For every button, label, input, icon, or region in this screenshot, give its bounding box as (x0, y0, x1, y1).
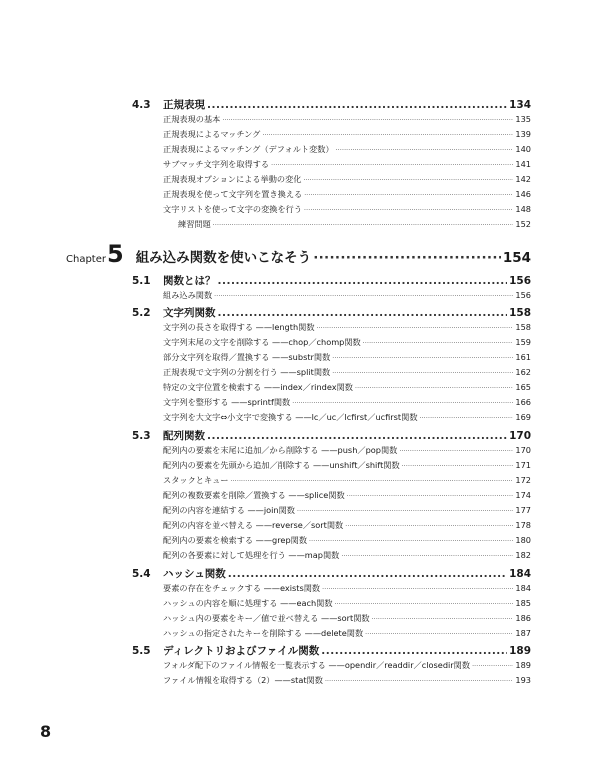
page-ref: 172 (515, 475, 531, 485)
chapter-title: 組み込み関数を使いこなそう (135, 250, 312, 266)
toc-subsection-row (163, 352, 531, 365)
subsection-title: 配列の内容を並べ替える ——reverse／sort関数 (163, 520, 344, 530)
subsection-title: 正規表現オプションによる挙動の変化 (163, 174, 302, 184)
subsection-title: 正規表現によるマッチング (163, 129, 261, 139)
toc-subsection-row (163, 660, 531, 673)
toc-subsection-row (163, 412, 531, 425)
toc-subsection-row (163, 583, 531, 596)
leader-dots (297, 508, 513, 515)
page-ref: 185 (515, 598, 531, 608)
section-number: 5.4 (132, 568, 151, 580)
subsection-title: 文字リストを使って文字の変換を行う (163, 204, 303, 214)
subsection-title: 文字列の長さを取得する ——length関数 (163, 322, 315, 332)
toc-section-row (132, 566, 531, 580)
subsection-title: 要素の存在をチェックする ——exists関数 (163, 583, 321, 593)
subsection-title: 配列内の要素を先頭から追加／削除する ——unshift／shift関数 (163, 460, 400, 470)
toc-subsection-row (163, 505, 531, 518)
page-ref: 135 (515, 114, 531, 124)
toc-subsection-row (163, 520, 531, 533)
leader-dots (207, 430, 507, 442)
page-ref: 166 (515, 397, 531, 407)
toc-subsection-row (163, 490, 531, 503)
section-number: 5.5 (132, 645, 151, 657)
leader-dots (472, 663, 513, 670)
leader-dots (341, 553, 513, 560)
subsection-title: 配列の各要素に対して処理を行う ——map関数 (163, 550, 340, 560)
leader-dots (313, 250, 501, 266)
chapter-number: 5 (106, 240, 124, 268)
toc-subsection-row (163, 475, 531, 488)
toc-section-row (132, 643, 531, 657)
page-ref: 182 (515, 550, 531, 560)
page-ref: 161 (515, 352, 531, 362)
leader-dots (271, 162, 513, 169)
leader-dots (213, 222, 514, 229)
toc-section-row (132, 428, 531, 442)
toc-section-row (132, 305, 531, 319)
toc-chapter-row (66, 240, 531, 270)
leader-dots (372, 616, 514, 623)
leader-dots (207, 99, 507, 111)
toc-subsection-row (163, 535, 531, 548)
section-title: 関数とは？ (163, 275, 216, 287)
leader-dots (231, 478, 514, 485)
page-ref: 177 (515, 505, 531, 515)
leader-dots (304, 207, 513, 214)
page-ref: 156 (509, 275, 531, 287)
section-number: 5.3 (132, 430, 151, 442)
subsection-title: 組み込み関数 (163, 290, 213, 300)
subsection-title: 正規表現の基本 (163, 114, 221, 124)
page-ref: 171 (515, 460, 531, 470)
page-ref: 184 (515, 583, 531, 593)
toc-subsection-row (163, 445, 531, 458)
leader-dots (355, 385, 513, 392)
page-ref: 165 (515, 382, 531, 392)
toc-subsection-row (163, 550, 531, 563)
leader-dots (363, 340, 514, 347)
page-ref: 134 (509, 99, 531, 111)
page-ref: 146 (515, 189, 531, 199)
page-number: 8 (40, 722, 52, 741)
leader-dots (336, 147, 514, 154)
leader-dots (222, 117, 513, 124)
leader-dots (325, 678, 513, 685)
page-ref: 152 (515, 219, 531, 229)
leader-dots (322, 586, 513, 593)
leader-dots (218, 307, 508, 319)
chapter-label: Chapter (66, 254, 106, 265)
page-ref: 139 (515, 129, 531, 139)
leader-dots (402, 463, 514, 470)
page-ref: 148 (515, 204, 531, 214)
toc-subsection-row (163, 114, 531, 127)
leader-dots (335, 601, 514, 608)
page-ref: 184 (509, 568, 531, 580)
toc-section-row (132, 97, 531, 111)
leader-dots (332, 370, 513, 377)
toc-subsection-row (163, 628, 531, 641)
page-ref: 187 (515, 628, 531, 638)
toc-subsection-row (163, 337, 531, 350)
page-ref: 189 (515, 660, 531, 670)
page-ref: 140 (515, 144, 531, 154)
leader-dots (317, 325, 514, 332)
subsection-title: 部分文字列を取得／置換する ——substr関数 (163, 352, 331, 362)
leader-dots (218, 275, 508, 287)
page-ref: 158 (509, 307, 531, 319)
section-title: 正規表現 (163, 99, 205, 111)
toc-subsection-row (163, 144, 531, 157)
toc-subsection-row (163, 322, 531, 335)
section-title: 配列関数 (163, 430, 205, 442)
page-ref: 158 (515, 322, 531, 332)
leader-dots (321, 645, 507, 657)
section-number: 5.2 (132, 307, 151, 319)
subsection-title: 正規表現で文字列の分割を行う ——split関数 (163, 367, 331, 377)
toc-subsection-row (163, 367, 531, 380)
page-ref: 170 (515, 445, 531, 455)
leader-dots (303, 177, 513, 184)
subsection-title: 配列の複数要素を削除／置換する ——splice関数 (163, 490, 345, 500)
subsection-title: 配列内の要素を末尾に追加／から削除する ——push／pop関数 (163, 445, 398, 455)
page-ref: 142 (515, 174, 531, 184)
page-ref: 170 (509, 430, 531, 442)
leader-dots (309, 538, 513, 545)
page-ref: 154 (502, 250, 531, 266)
leader-dots (347, 493, 514, 500)
subsection-title: ハッシュの指定されたキーを削除する ——delete関数 (163, 628, 364, 638)
page-ref: 189 (509, 645, 531, 657)
page-ref: 174 (515, 490, 531, 500)
leader-dots (332, 355, 513, 362)
leader-dots (292, 400, 513, 407)
subsection-title: 文字列末尾の文字を削除する ——chop／chomp関数 (163, 337, 361, 347)
toc-subsection-row (163, 290, 531, 303)
page-ref: 180 (515, 535, 531, 545)
subsection-title: 配列内の要素を検索する ——grep関数 (163, 535, 308, 545)
subsection-title: ハッシュ内の要素をキー／値で並べ替える ——sort関数 (163, 613, 370, 623)
page-ref: 159 (515, 337, 531, 347)
section-title: 文字列関数 (163, 307, 216, 319)
section-title: ディレクトリおよびファイル関数 (163, 645, 320, 657)
toc-subsection-row (163, 397, 531, 410)
toc-subsection-row (163, 675, 531, 688)
toc-subsection-row (163, 189, 531, 202)
page-ref: 193 (515, 675, 531, 685)
leader-dots (262, 132, 513, 139)
toc-subsection-row (163, 159, 531, 172)
leader-dots (214, 293, 513, 300)
leader-dots (420, 415, 514, 422)
toc-section-row (132, 273, 531, 287)
toc-subsection-row (163, 613, 531, 626)
leader-dots (365, 631, 513, 638)
page-ref: 169 (515, 412, 531, 422)
exercise-title: 練習問題 (178, 219, 211, 229)
toc-subsection-row (163, 174, 531, 187)
subsection-title: スタックとキュー (163, 475, 229, 485)
subsection-title: 配列の内容を連結する ——join関数 (163, 505, 295, 515)
subsection-title: ファイル情報を取得する（2）——stat関数 (163, 675, 323, 685)
toc-subsection-row (163, 598, 531, 611)
leader-dots (345, 523, 513, 530)
leader-dots (399, 448, 513, 455)
subsection-title: サブマッチ文字列を取得する (163, 159, 270, 169)
page-ref: 162 (515, 367, 531, 377)
section-title: ハッシュ関数 (163, 568, 226, 580)
leader-dots (228, 568, 507, 580)
page-ref: 141 (515, 159, 531, 169)
page-ref: 178 (515, 520, 531, 530)
section-number: 4.3 (132, 99, 151, 111)
subsection-title: 特定の文字位置を検索する ——index／rindex関数 (163, 382, 353, 392)
page-ref: 156 (515, 290, 531, 300)
subsection-title: ハッシュの内容を順に処理する ——each関数 (163, 598, 333, 608)
toc-subsection-row (163, 460, 531, 473)
subsection-title: 文字列を大文字⇔小文字で変換する ——lc／uc／lcfirst／ucfirst関数 (163, 412, 418, 422)
section-number: 5.1 (132, 275, 151, 287)
subsection-title: 文字列を整形する ——sprintf関数 (163, 397, 291, 407)
toc-subsection-row (163, 129, 531, 142)
page-ref: 186 (515, 613, 531, 623)
subsection-title: 正規表現を使って文字列を置き換える (163, 189, 303, 199)
subsection-title: フォルダ配下のファイル情報を一覧表示する ——opendir／readdir／closedir関数 (163, 660, 471, 670)
toc-exercise-row (178, 219, 531, 232)
toc-subsection-row (163, 382, 531, 395)
subsection-title: 正規表現によるマッチング（デフォルト変数） (163, 144, 334, 154)
leader-dots (304, 192, 513, 199)
toc-subsection-row (163, 204, 531, 217)
